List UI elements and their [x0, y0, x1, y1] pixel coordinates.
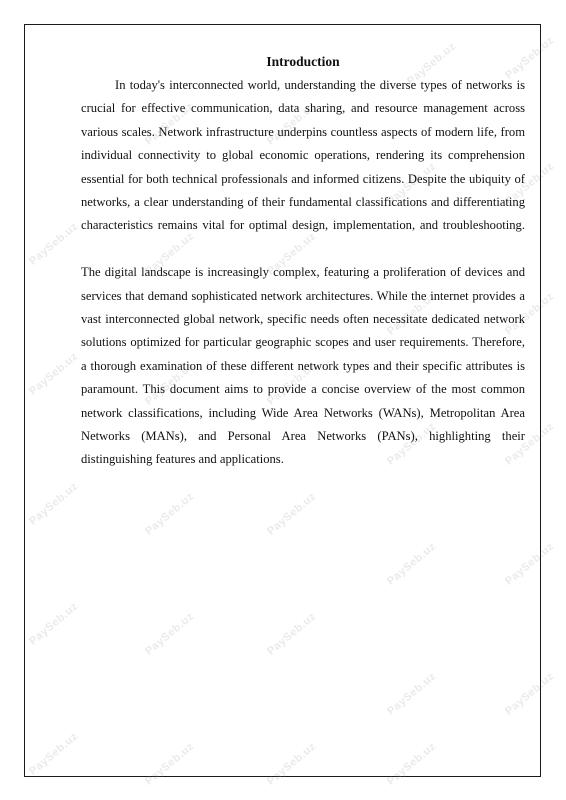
- watermark: PaySeb.uz: [143, 610, 197, 658]
- watermark: PaySeb.uz: [265, 100, 319, 148]
- watermark: PaySeb.uz: [503, 34, 557, 82]
- watermark: PaySeb.uz: [27, 480, 81, 528]
- watermark: PaySeb.uz: [503, 670, 557, 718]
- watermark: PaySeb.uz: [503, 160, 557, 208]
- watermark: PaySeb.uz: [385, 670, 439, 718]
- watermark: PaySeb.uz: [385, 160, 439, 208]
- watermark: PaySeb.uz: [143, 740, 197, 788]
- watermark: PaySeb.uz: [143, 360, 197, 408]
- watermark: PaySeb.uz: [27, 600, 81, 648]
- intro-paragraph-1: In today's interconnected world, understanding the diverse types of networks is crucial for effective communication, data sharing, and resource management across various scales. Network infrastructure underpins countless aspects of modern life, from individual connectivity to global economic operations, rendering its comprehension essential for both technical professionals and informed citizens. Despite the ubiquity of networks, a clear understanding of their fundamental classifications and differentiating characteristics remains vital for optimal design, implementation, and troubleshooting.: [81, 78, 525, 233]
- watermark: PaySeb.uz: [143, 100, 197, 148]
- watermark: PaySeb.uz: [265, 490, 319, 538]
- watermark: PaySeb.uz: [503, 540, 557, 588]
- watermark: PaySeb.uz: [143, 230, 197, 278]
- watermark: PaySeb.uz: [265, 230, 319, 278]
- watermark: PaySeb.uz: [265, 740, 319, 788]
- document-body: [81, 52, 525, 472]
- paragraph-spacer: [81, 238, 525, 261]
- watermark: PaySeb.uz: [27, 730, 81, 778]
- page-title: Introduction: [266, 54, 340, 69]
- watermark: PaySeb.uz: [27, 350, 81, 398]
- watermark: PaySeb.uz: [385, 290, 439, 338]
- watermark: PaySeb.uz: [503, 290, 557, 338]
- watermark: PaySeb.uz: [503, 420, 557, 468]
- watermark: PaySeb.uz: [385, 740, 439, 788]
- watermark: PaySeb.uz: [385, 420, 439, 468]
- watermark: PaySeb.uz: [385, 540, 439, 588]
- watermark: PaySeb.uz: [265, 610, 319, 658]
- watermark: PaySeb.uz: [143, 490, 197, 538]
- watermark: PaySeb.uz: [265, 360, 319, 408]
- watermark: PaySeb.uz: [27, 220, 81, 268]
- watermark: PaySeb.uz: [405, 40, 459, 88]
- intro-paragraph-2: The digital landscape is increasingly complex, featuring a proliferation of devices and services that demand sophisticated network architectures. While the internet provides a vast interconnected global network, specific needs often necessitate dedicated network solutions optimized for particular geographic scopes and user requirements. Therefore, a thorough examination of these different network types and their specific attributes is paramount. This document aims to provide a concise overview of the most common network classifications, including Wide Area Networks (WANs), Metropolitan Area Networks (MANs), and Personal Area Networks (PANs), highlighting their distinguishing features and applications.: [81, 265, 525, 467]
